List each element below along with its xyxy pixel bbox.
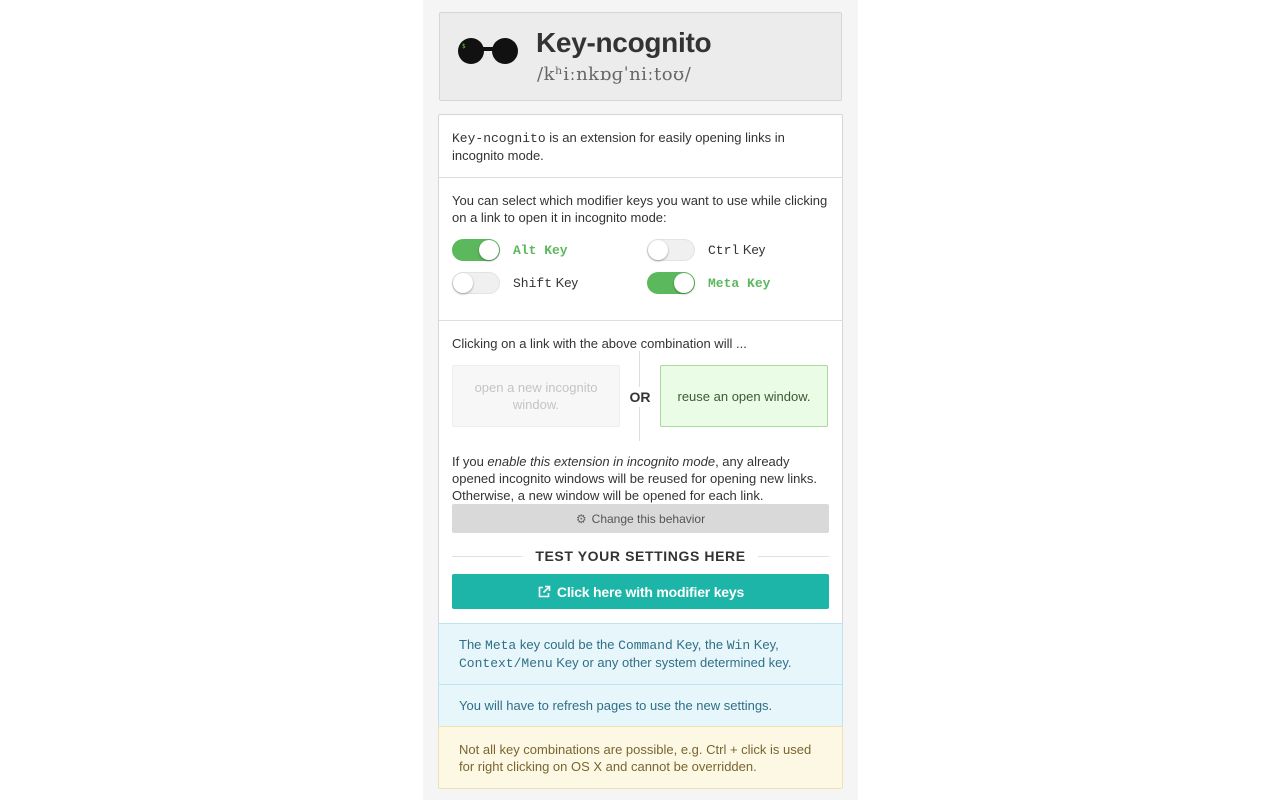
shift-key-code: Shift xyxy=(513,276,553,291)
behavior-lead: Clicking on a link with the above combination will ... xyxy=(452,336,747,351)
change-behavior-label: Change this behavior xyxy=(591,511,706,526)
info-text: Key or any other system determined key. xyxy=(552,655,792,670)
switch-knob xyxy=(648,240,668,260)
settings-card xyxy=(438,114,843,788)
meta-key-switch[interactable] xyxy=(647,272,695,294)
ctrl-key-suffix: Key xyxy=(739,242,766,257)
options-panel xyxy=(423,0,858,800)
heading-rule-right xyxy=(758,556,829,557)
alt-key-switch[interactable] xyxy=(452,239,500,261)
modifier-keys-section xyxy=(439,178,842,321)
info-text: key could be the xyxy=(516,637,619,652)
change-behavior-button[interactable] xyxy=(452,504,829,533)
app-phonetic: /kʰiːnkɒɡˈniːtoʊ/ xyxy=(537,64,692,85)
meta-key-info-text xyxy=(459,636,822,672)
info-code: Win xyxy=(726,638,751,653)
sunglasses-icon xyxy=(457,36,519,66)
intro-section xyxy=(439,115,842,178)
toggle-alt-key[interactable] xyxy=(452,239,568,261)
svg-text:$: $ xyxy=(462,43,466,50)
info-code: Context/Menu xyxy=(459,656,553,671)
shift-key-label[interactable] xyxy=(513,275,578,291)
note-prefix: If you xyxy=(452,454,488,469)
switch-knob xyxy=(674,273,694,293)
test-settings-heading xyxy=(452,546,829,566)
test-settings-title: TEST YOUR SETTINGS HERE xyxy=(535,548,746,564)
alt-key-label[interactable] xyxy=(513,243,568,258)
incognito-note xyxy=(452,453,832,504)
intro-text xyxy=(452,129,832,164)
ctrl-key-label[interactable] xyxy=(708,242,765,258)
info-text: The xyxy=(459,637,486,652)
info-code: Command xyxy=(618,638,673,653)
refresh-info xyxy=(438,684,843,727)
modifier-description: You can select which modifier keys you want to use while clicking on a link to open it in incognito mode: xyxy=(452,193,828,225)
info-code: Meta xyxy=(485,638,517,653)
alt-key-suffix: Key xyxy=(536,242,568,258)
reuse-window-option[interactable]: reuse an open window. xyxy=(660,365,828,427)
note-emphasis: enable this extension in incognito mode xyxy=(487,454,716,469)
switch-knob xyxy=(453,273,473,293)
switch-knob xyxy=(479,240,499,260)
or-label: OR xyxy=(629,389,651,405)
app-title: Key-ncognito xyxy=(536,27,712,58)
shift-key-suffix: Key xyxy=(552,275,579,290)
behavior-section xyxy=(439,321,842,624)
info-text: Key, the xyxy=(672,637,727,652)
test-link-label: Click here with modifier keys xyxy=(556,583,745,600)
key-combination-warning xyxy=(438,726,843,789)
ctrl-key-switch[interactable] xyxy=(647,239,695,261)
meta-key-label[interactable] xyxy=(708,276,770,291)
toggle-meta-key[interactable] xyxy=(647,272,770,294)
refresh-info-text: You will have to refresh pages to use the new settings. xyxy=(459,698,773,713)
note-suffix: , any already opened incognito windows will be reused for opening new links. Otherwise, a new window will be opened for each link. xyxy=(452,454,817,503)
warning-text: Not all key combinations are possible, e.g. Ctrl + click is used for right clicking on OS X and cannot be overridden. xyxy=(459,741,812,774)
meta-key-code: Meta xyxy=(708,275,740,291)
open-new-window-option[interactable]: open a new incognito window. xyxy=(452,365,620,427)
heading-rule-left xyxy=(452,556,523,557)
meta-key-info xyxy=(438,623,843,685)
intro-description: is an extension for easily opening links in incognito mode. xyxy=(452,130,785,163)
meta-key-suffix: Key xyxy=(739,275,771,291)
toggle-shift-key[interactable] xyxy=(452,272,578,294)
test-link-button[interactable] xyxy=(452,574,829,609)
info-text: Key, xyxy=(750,637,779,652)
alt-key-code: Alt xyxy=(513,242,537,258)
shift-key-switch[interactable] xyxy=(452,272,500,294)
extension-name-code: Key-ncognito xyxy=(452,131,546,146)
ctrl-key-code: Ctrl xyxy=(708,243,740,258)
external-link-icon xyxy=(537,585,551,599)
gears-icon: ⚙ xyxy=(575,511,587,526)
header xyxy=(439,12,842,101)
toggle-ctrl-key[interactable] xyxy=(647,239,765,261)
